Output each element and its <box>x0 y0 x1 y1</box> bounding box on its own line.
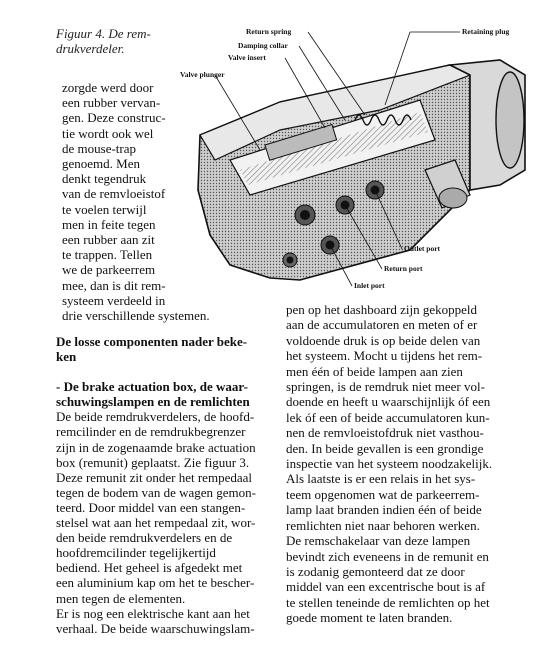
figure-drawing <box>170 20 543 320</box>
text-line: teem opgenomen wat de parkeerrem- <box>286 486 480 502</box>
text-line: inspectie van het systeem noodzakelijk. <box>286 456 493 472</box>
label-damping-collar: Damping collar <box>238 41 288 50</box>
text-line: den beide remdrukverdelers en de <box>56 530 233 546</box>
section-heading: De losse componenten nader beke- <box>56 334 248 349</box>
right-column <box>286 302 536 626</box>
text-line: mee, dan is dit rem- <box>62 277 166 293</box>
text-line: verhaal. De beide waarschuwingslam- <box>56 620 255 636</box>
intro-paragraph <box>62 80 222 323</box>
text-line: zijn in de zogenaamde brake actuation <box>56 439 256 455</box>
text-line: zorgde werd door <box>62 80 154 95</box>
sub-heading: - De brake actuation box, de waar- <box>56 379 248 395</box>
text-line: men één of beide lampen aan zien <box>286 363 463 379</box>
housing-body <box>198 60 525 280</box>
text-line: te voelen terwijl <box>62 201 147 217</box>
text-line: Deze remunit zit onder het rempedaal <box>56 469 252 485</box>
label-valve-insert: Valve insert <box>228 53 266 62</box>
caption-line: drukverdeler. <box>56 41 125 56</box>
text-line: men tegen de elementen. <box>56 590 186 606</box>
text-line: men in feite tegen <box>62 216 156 232</box>
text-line: is zodanig gemonteerd dat ze door <box>286 563 465 579</box>
text-line: aan de accumulatoren en meten of er <box>286 317 478 333</box>
text-line: box (remunit) geplaatst. Zie figuur 3. <box>56 454 250 470</box>
label-outlet-port: Outlet port <box>404 244 441 253</box>
text-line: tegen de bodem van de wagen gemon- <box>56 484 256 500</box>
text-line: bevindt zich eveneens in de remunit en <box>286 548 489 564</box>
label-return-port: Return port <box>384 264 423 273</box>
sub-heading: schuwingslampen en de remlichten <box>56 394 250 410</box>
text-line: een aluminium kap om het te bescher- <box>56 575 255 591</box>
text-line: lek óf een of beide accumulatoren kun- <box>286 409 490 425</box>
text-line: van de remvloeistof <box>62 186 166 202</box>
text-line: een rubber aan zit <box>62 232 155 248</box>
figure-caption <box>56 26 166 56</box>
section-heading: ken <box>56 349 77 365</box>
left-column <box>56 334 270 636</box>
text-line: denkt tegendruk <box>62 171 147 187</box>
text-line: bediend. Het geheel is afgedekt met <box>56 560 243 576</box>
brake-pressure-distributor-illustration <box>170 20 543 320</box>
text-line: middel van een excentrische bout is af <box>286 579 486 595</box>
text-line: hoofdremcilinder tegelijkertijd <box>56 545 216 561</box>
label-inlet-port: Inlet port <box>354 281 385 290</box>
text-line: goede moment te laten branden. <box>286 610 453 626</box>
text-line: remcilinder en de remdrukbegrenzer <box>56 424 246 440</box>
text-line: te trappen. Tellen <box>62 247 153 263</box>
text-line: nen de remvloeistofdruk niet vasthou- <box>286 425 484 441</box>
text-line: het systeem. Mocht u tijdens het rem- <box>286 348 483 364</box>
text-line: De remschakelaar van deze lampen <box>286 533 471 549</box>
text-line: de mouse-trap <box>62 140 137 156</box>
text-line: we de parkeerrem <box>62 262 156 278</box>
text-line: Er is nog een elektrische kant aan het <box>56 605 250 621</box>
text-line: tie wordt ook wel <box>62 125 154 141</box>
text-line: pen op het dashboard zijn gekoppeld <box>286 302 477 317</box>
text-line: systeem verdeeld in <box>62 292 166 308</box>
text-line: Als laatste is er een relais in het sys- <box>286 471 476 487</box>
text-line: voldoende druk is op beide delen van <box>286 332 481 348</box>
text-line: den. In beide gevallen is een grondige <box>286 440 484 456</box>
text-line: te stellen teneinde de remlichten op het <box>286 594 490 610</box>
label-valve-plunger: Valve plunger <box>180 70 225 79</box>
label-retaining-plug: Retaining plug <box>462 27 510 36</box>
text-line: drie verschillende systemen. <box>62 308 210 324</box>
text-line: teerd. Door middel van een stangen- <box>56 499 246 515</box>
text-line: stelsel wat aan het rempedaal zit, wor- <box>56 515 256 531</box>
text-line: een rubber vervan- <box>62 95 161 111</box>
text-line: De beide remdrukverdelers, de hoofd- <box>56 409 255 425</box>
text-line: doende en heeft u waarschijnlijk óf een <box>286 394 491 410</box>
label-return-spring: Return spring <box>246 27 292 36</box>
text-line: remlichten niet naar behoren werken. <box>286 517 480 533</box>
text-line: lamp laat branden indien één of beide <box>286 502 482 518</box>
caption-line: Figuur 4. De rem- <box>56 26 151 41</box>
text-line: gen. Deze construc- <box>62 110 166 126</box>
text-line: springen, is de remdruk niet meer vol- <box>286 379 485 395</box>
text-line: genoemd. Men <box>62 156 140 172</box>
